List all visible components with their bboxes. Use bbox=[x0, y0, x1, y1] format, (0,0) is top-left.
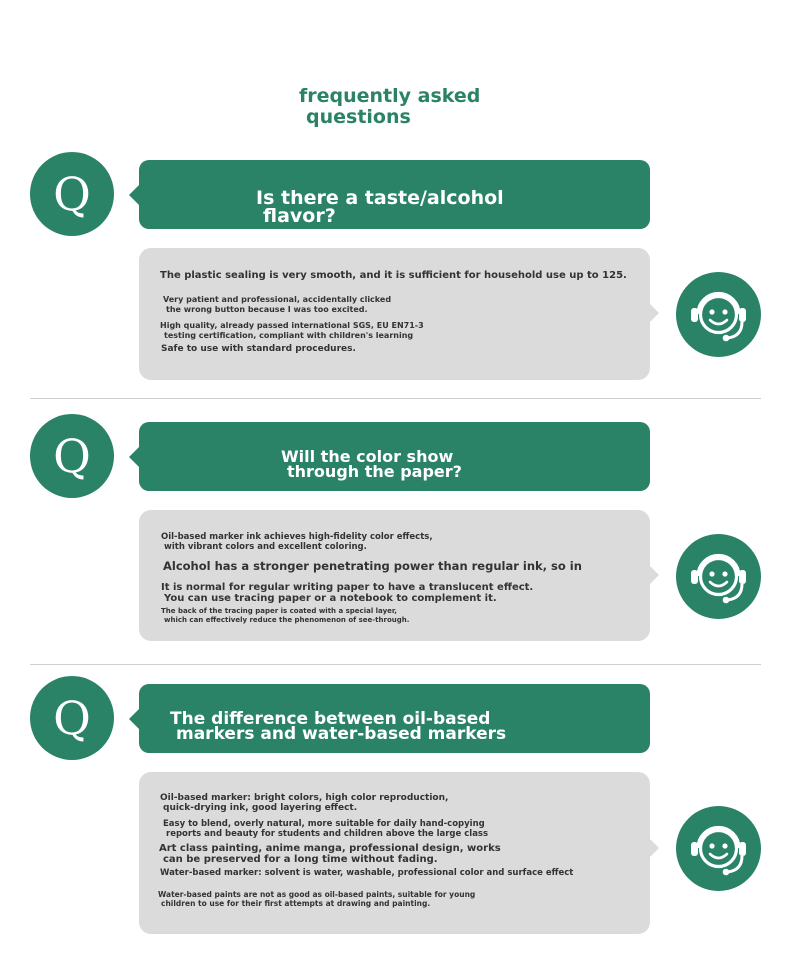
answer-line: the wrong button because I was too excited. bbox=[166, 305, 368, 314]
answer-pointer bbox=[650, 566, 659, 584]
page-title bbox=[299, 86, 480, 128]
question-line: markers and water-based markers bbox=[176, 724, 507, 744]
answer-line: which can effectively reduce the phenomenon of see-through. bbox=[164, 615, 410, 624]
answer-line: children to use for their first attempts at drawing and painting. bbox=[161, 899, 431, 908]
support-agent-icon bbox=[676, 806, 761, 891]
answer-paragraph bbox=[160, 270, 627, 282]
headset-smile-icon bbox=[676, 806, 761, 891]
answer-line: High quality, already passed international SGS, EU EN71-3 bbox=[160, 321, 424, 330]
question-text bbox=[281, 449, 462, 479]
question-line: Will the color show bbox=[281, 447, 454, 466]
answer-paragraph bbox=[163, 295, 391, 315]
q-icon: Q bbox=[30, 152, 114, 236]
question-line: Is there a taste/alcohol bbox=[256, 187, 504, 209]
answer-paragraph bbox=[158, 890, 475, 908]
answer-line: The back of the tracing paper is coated with a special layer, bbox=[161, 607, 397, 615]
answer-paragraph bbox=[161, 582, 533, 604]
answer-line: Art class painting, anime manga, professional design, works bbox=[159, 843, 501, 854]
answer-line: with vibrant colors and excellent coloring. bbox=[164, 542, 367, 552]
answer-line: testing certification, compliant with children's learning bbox=[164, 331, 414, 340]
page-title-line-1: frequently asked bbox=[299, 85, 481, 107]
support-agent-icon bbox=[676, 534, 761, 619]
page-title-line-2: questions bbox=[306, 106, 411, 128]
question-text bbox=[256, 189, 504, 225]
headset-smile-icon bbox=[676, 272, 761, 357]
question-text bbox=[170, 709, 507, 744]
section-divider bbox=[30, 398, 761, 399]
q-icon: Q bbox=[30, 414, 114, 498]
answer-pointer bbox=[650, 839, 659, 857]
question-line: through the paper? bbox=[287, 462, 462, 481]
q-icon: Q bbox=[30, 676, 114, 760]
answer-line: can be preserved for a long time without fading. bbox=[163, 854, 438, 865]
answer-pointer bbox=[650, 304, 659, 322]
answer-line: It is normal for regular writing paper to have a translucent effect. bbox=[161, 582, 534, 593]
answer-paragraph bbox=[163, 559, 582, 573]
answer-paragraph bbox=[161, 532, 433, 552]
answer-paragraph bbox=[163, 819, 488, 839]
answer-paragraph bbox=[160, 868, 573, 878]
answer-paragraph bbox=[161, 344, 356, 355]
answer-line: Alcohol has a stronger penetrating power than regular ink, so in bbox=[163, 559, 582, 573]
answer-paragraph bbox=[160, 321, 424, 341]
answer-line: The plastic sealing is very smooth, and it is sufficient for household use up to 125. bbox=[160, 270, 627, 281]
answer-line: Easy to blend, overly natural, more suitable for daily hand-copying bbox=[163, 819, 485, 829]
answer-paragraph bbox=[161, 607, 409, 624]
answer-line: quick-drying ink, good layering effect. bbox=[163, 803, 358, 813]
question-line: The difference between oil-based bbox=[170, 709, 491, 729]
answer-line: Water-based marker: solvent is water, washable, professional color and surface effect bbox=[160, 868, 574, 878]
headset-smile-icon bbox=[676, 534, 761, 619]
answer-line: Oil-based marker: bright colors, high color reproduction, bbox=[160, 793, 449, 803]
answer-line: reports and beauty for students and children above the large class bbox=[166, 829, 489, 839]
answer-paragraph bbox=[160, 793, 448, 813]
support-agent-icon bbox=[676, 272, 761, 357]
answer-paragraph bbox=[159, 843, 501, 865]
question-line: flavor? bbox=[263, 205, 336, 227]
answer-line: Water-based paints are not as good as oil-based paints, suitable for young bbox=[158, 890, 476, 899]
answer-line: Very patient and professional, accidentally clicked bbox=[163, 295, 392, 304]
section-divider bbox=[30, 664, 761, 665]
answer-line: Oil-based marker ink achieves high-fidelity color effects, bbox=[161, 532, 433, 542]
answer-line: You can use tracing paper or a notebook to complement it. bbox=[164, 593, 497, 604]
answer-line: Safe to use with standard procedures. bbox=[161, 344, 356, 354]
